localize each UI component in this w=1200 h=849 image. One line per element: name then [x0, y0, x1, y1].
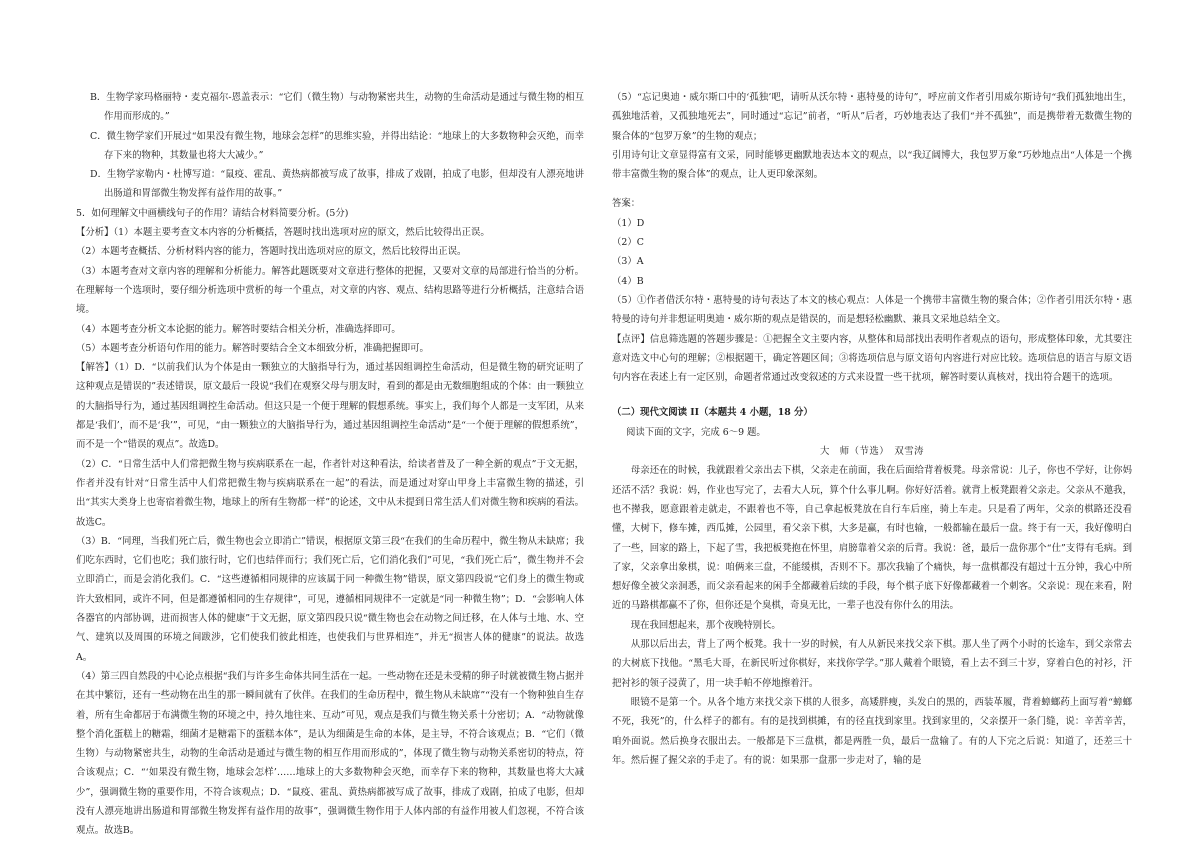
comment-para: 【点评】信息筛选题的答题步骤是：①把握全文主要内容，从整体和局部找出表明作者观点的语句，形成整体印象，尤其要注意对选文中心句的理解；②根据题干，确定答题区间；③将选项信息与原文语句内容进行对应比较。选项信息的语言与原文语句内容在表述上有一定区别，命题者常通过改变叙述的方式来设置一些干扰项，解答时要认真核对，找出符合题干的选项。 [612, 333, 1132, 384]
story-para: 从那以后出去，背上了两个板凳。我十一岁的时候，有人从新民来找父亲下棋。那人坐了两个小时的长途车，到父亲常去的大树底下找他。“黑毛大哥，在新民听过你棋好，来找你学学。”那人戴着个眼镜，看上去不到三十岁，穿着白色的衬衫，汗把衬衫的领子浸黄了，用一块手帕不停地擦着汗。 [612, 639, 1132, 689]
analysis-para: 【分析】（1）本题主要考查文本内容的分析概括，答题时找出选项对应的原文，然后比较得出正误。 [76, 227, 490, 239]
analysis-para: （4）本题考查分析文本论据的能力。解答时要结合相关分析，准确选择即可。 [76, 323, 401, 335]
answer-label: 答案： [612, 198, 641, 210]
question-5: 5．如何理解文中画横线句子的作用？请结合材料简要分析。(5分) [76, 207, 349, 219]
left-column [76, 88, 584, 841]
right-column [612, 88, 1132, 770]
instruction: 阅读下面的文字，完成 6～9 题。 [626, 426, 766, 438]
answer-item: （4）B [612, 275, 644, 287]
solution-para: （3）B．“同理，当我们死亡后，微生物也会立即消亡”错误，根据原文第三段“在我们的生命历程中，微生物从未缺席；我们吃东西时，它们也吃；我们旅行时，它们也结伴而行；我们死亡后，它们消化我们”可见，“我们死亡后”，微生物并不会立即消亡，而是会消化我们。C．“这些遵循相同规律的应该属于同一种微生物”错误，原文第四段说“它们身上的微生物或许大致相同，或许不同，但是都遵循相同的生存规律”，可见，遵循相同规律不一定就是“同一种微生物”；D．“会影响人体各器官的内部协调，进而损害人体的健康”于文无据，原文第四段只说“微生物也会在动物之间迁移，在人体与土地、水、空气、建筑以及周围的环境之间跋涉，它们使我们彼此相连，也使我们与世界相连”，并无“损害人体的健康”的说法。故选A。 [76, 535, 584, 663]
solution-para: （2）C．“日常生活中人们常把微生物与疾病联系在一起，作者针对这种看法，给读者普及了一种全新的观点”于文无据，作者并没有针对“日常生活中人们常把微生物与疾病联系在一起”的看法，而是通过对穿山甲身上丰富微生物的描述，引出“其实大类身上也寄宿着微生物，地球上的所有生物都一样”的论述，文中从未提到日常生活人们对微生物和疾病的看法。故选C。 [76, 458, 584, 528]
story-para: 现在我回想起来，那个夜晚特别长。 [630, 619, 781, 631]
answer-item: （5）①作者借沃尔特・惠特曼的诗句表达了本文的核心观点：人体是一个携带丰富微生物的聚合体；②作者引用沃尔特・惠特曼的诗句并非想证明奥迪・威尔斯的观点是错误的，而是想轻松幽默、兼具文采地总结全文。 [612, 294, 1132, 326]
story-para: 母亲还在的时候，我就跟着父亲出去下棋，父亲走在前面，我在后面给背着板凳。母亲常说：儿子，你也不学好，让你妈还活不活？我说：妈，作业也写完了，去看大人玩，算个什么事儿啊。你好好活着。就背上板凳跟着父亲走。父亲从不邀我，也不撵我，愿意跟着走就走，不跟着也不等，自己拿起板凳放在自行车后座，骑上车走。只是看了两年，父亲的棋路还没看懂，大树下，修车摊，西瓜摊，公园里，看父亲下棋，大多是赢，有时也输，一般都输在最后一盘。终于有一天，我好像明白了一些，回家的路上，下起了雪，我把板凳抱在怀里，肩膀靠着父亲的后背。我说：爸，最后一盘你那个“仕”支得有毛病。到了家，父亲拿出象棋，说：咱俩来三盘，不能缓棋，否则不下。那次我输了个痛快，每一盘棋都没有超过十五分钟，我心中所想好像全被父亲洞悉，而父亲看起来的闲手全都藏着后续的手段，每个棋子底下好像都藏着一个刺客。父亲说：现在来看，附近的马路棋都赢不了你，但你还是个臭棋，奇臭无比，一辈子也没有你什么的用法。 [612, 465, 1132, 612]
answer5-para: 引用诗句让文章显得富有文采，同时能够更幽默地表达本文的观点，以“我辽阔博大，我包罗万象”巧妙地点出“人体是一个携带丰富微生物的聚合体”的观点，让人更印象深刻。 [612, 149, 1132, 181]
section-heading: （二）现代文阅读 II（本题共 4 小题，18 分） [612, 407, 813, 419]
option-b: B．生物学家玛格丽特・麦克福尔-恩盖表示：“它们（微生物）与动物紧密共生，动物的生命活动是通过与微生物的相互作用而形成的。” [90, 92, 584, 123]
solution-para: （4）第三四自然段的中心论点根据“我们与许多生命体共同生活在一起。一些动物在还是未受精的卵子时就被微生物占据并在其中繁衍，还有一些动物在出生的那一瞬间就有了伙伴。在我们的生命历程中，微生物从未缺席”“没有一个物种独自生存着，所有生命都居于布满微生物的环境之中，持久地往来、互动”可见，观点是我们与微生物关系十分密切；A．“动物就像整个消化蛋糕上的糖霜，细菌才是糖霜下的蛋糕本体”，是认为细菌是生命的本体，是主导，不符合该观点；B．“它们（微生物）与动物紧密共生，动物的生命活动是通过与微生物的相互作用而形成的”，体现了微生物与动物关系密切的特点，符合该观点；C．“‘如果没有微生物，地球会怎样’……地球上的大多数物种会灭绝，而幸存下来的物种，其数量也将大大减少”，强调微生物的重要作用，不符合该观点；D．“鼠疫、霍乱、黄热病都被写成了故事，排成了戏剧，拍成了电影，但却没有人漂亮地讲出肠道和胃部微生物发挥有益作用的故事”，强调微生物作用于人体内部的有益作用被人们忽视，不符合该观点。故选B。 [76, 670, 584, 837]
story-title: 大 师（节选） 双雪涛 [820, 446, 924, 458]
story-body [612, 461, 1132, 770]
answer-item: （2）C [612, 237, 644, 249]
analysis-para: （2）本题考查概括、分析材料内容的能力，答题时找出选项对应的原文，然后比较得出正误。 [76, 246, 467, 258]
analysis-para: （5）本题考查分析语句作用的能力。解答时要结合全文本细致分析，准确把握即可。 [76, 342, 429, 354]
solution-para: 【解答】（1）D．“以前我们认为个体是由一颗独立的大脑指导行为，通过基因组调控生命活动，但是微生物的研究证明了这种观点是错误的”表述错误，原文最后一段说“我们在观察父母与朋友时，看到的都是由无数细胞组成的个体：由一颗独立的大脑指导行为，通过基因组调控生命活动。但这只是一个便于理解的假想系统。事实上，我们每个人都是一支军团，从来都是‘我们’，而不是‘我’”，可见，“由一颗独立的大脑指导行为，通过基因组调控生命活动”是“一个便于理解的假想系统”，而不是一个“错误的观点”。故选D。 [76, 362, 584, 451]
answer-item: （1）D [612, 217, 645, 229]
option-d: D．生物学家勒内・杜博写道：“鼠疫、霍乱、黄热病都被写成了故事，排成了戏剧，拍成了电影，但却没有人漂亮地讲出肠道和胃部微生物发挥有益作用的故事。” [90, 169, 584, 200]
answer-item: （3）A [612, 256, 644, 268]
analysis-para: （3）本题考查对文章内容的理解和分析能力。解答此题既要对文章进行整体的把握，又要对文章的局部进行恰当的分析。在理解每一个选项时，要仔细分析选项中赏析的每一个重点，对文章的内容、观点、结构思路等进行分析概括，注意结合语境。 [76, 265, 584, 316]
answer5-para: （5）“忘记奥迪・威尔斯口中的‘孤独’吧，请听从沃尔特・惠特曼的诗句”，呼应前文作者引用威尔斯诗句“我们孤独地出生，孤独地活着，又孤独地死去”，同时通过“忘记”前者，“听从”后者，巧妙地表达了我们“并不孤独”，而是携带着无数微生物的聚合体的“包罗万象”的生物的观点； [612, 92, 1132, 142]
option-c: C．微生物学家们开展过“如果没有微生物，地球会怎样”的思维实验，并得出结论：“地球上的大多数物种会灭绝，而幸存下来的物种，其数量也将大大减少。” [90, 130, 584, 161]
story-para: 眼镜不是第一个。从各个地方来找父亲下棋的人很多，高矮胖瘦，头发白的黑的，西装革履，背着蟑螂药上面写着“蟑螂不死，我死”的，什么样子的都有。有的是找到棋摊，有的径直找到家里。找到家里的，父亲摆开一条门缝，说：辛苦辛苦，咱外面说。然后换身衣服出去。一般都是下三盘棋，都是两胜一负，最后一盘输了。有的人下完之后说：知道了，还差三十年。然后握了握父亲的手走了。有的说：如果那一盘那一步走对了，输的是 [612, 696, 1132, 766]
